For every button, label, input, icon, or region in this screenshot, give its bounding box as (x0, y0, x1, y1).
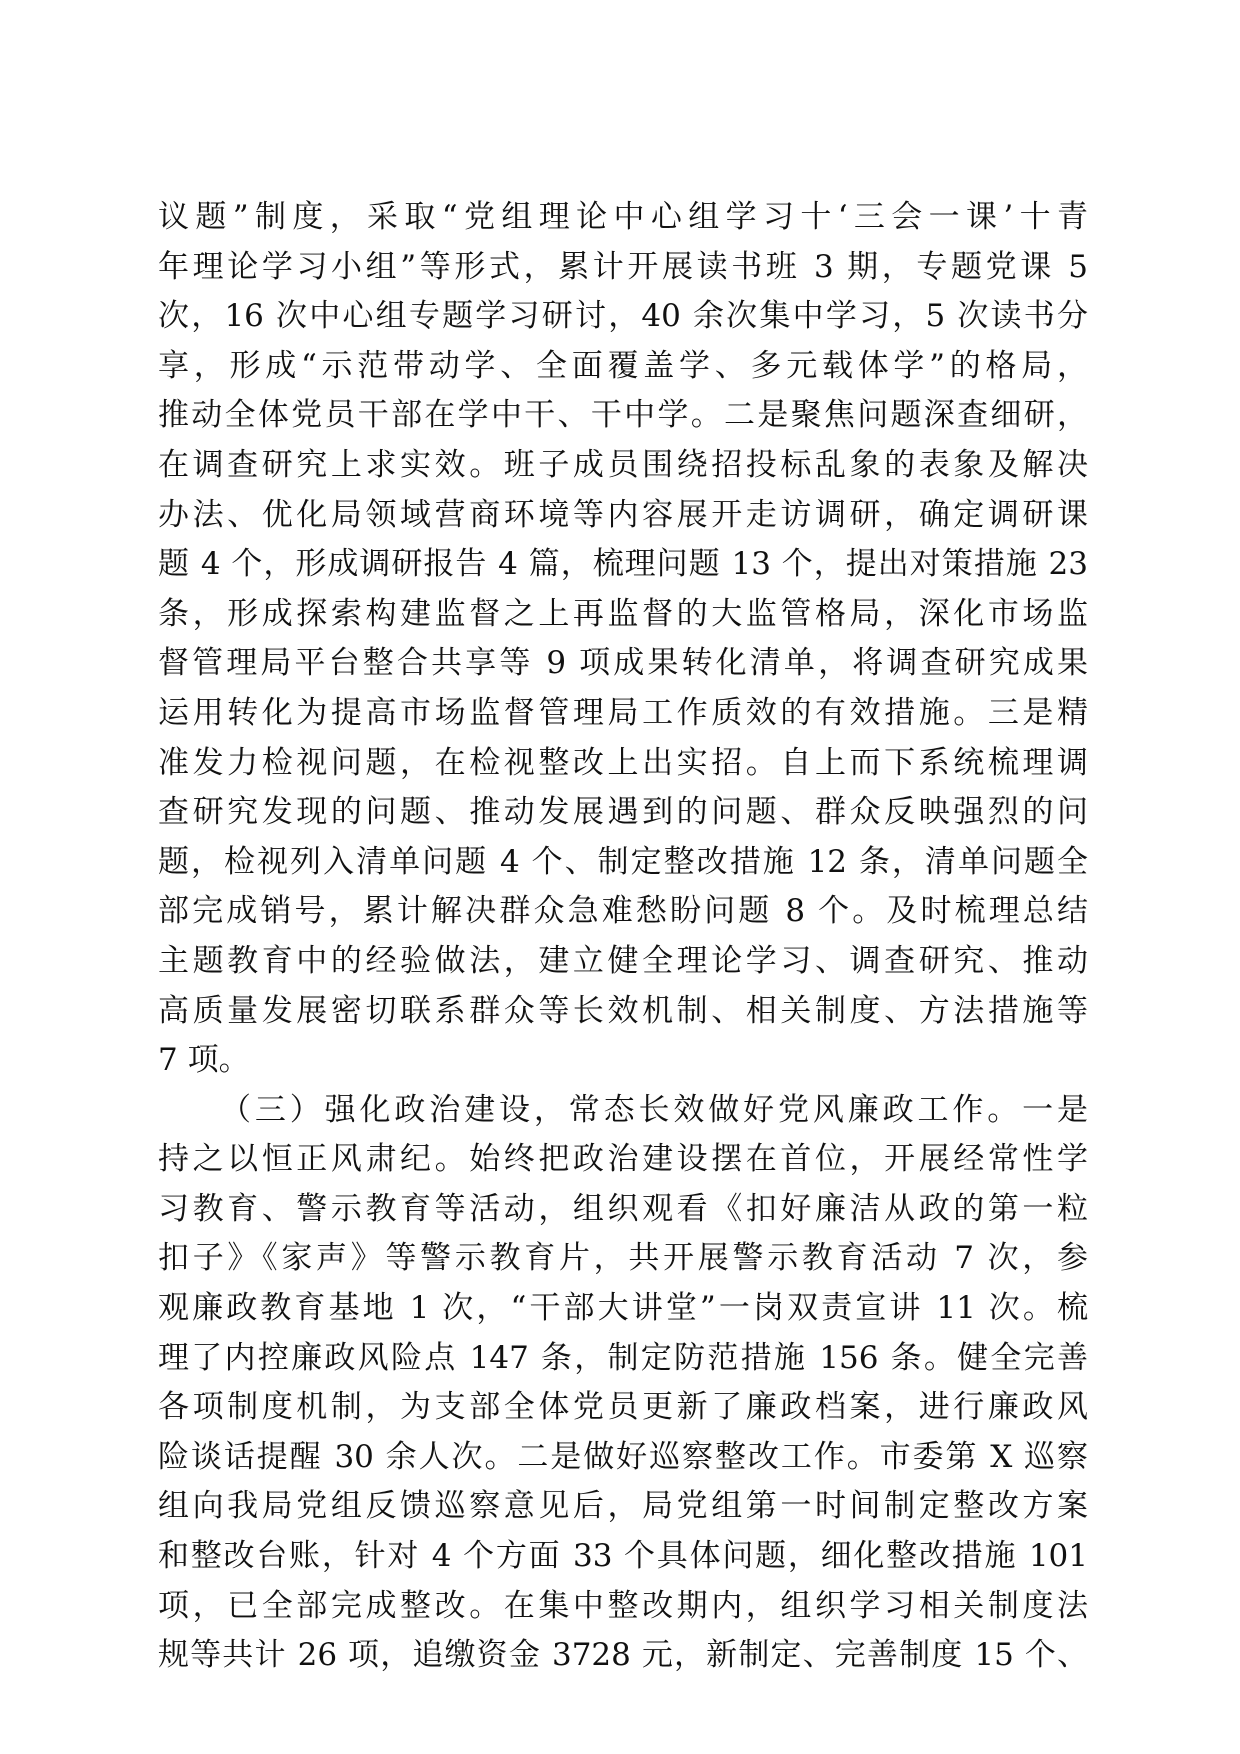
text-line: 高质量发展密切联系群众等长效机制、相关制度、方法措施等 (158, 992, 1088, 1029)
text-line: 理了内控廉政风险点 147 条，制定防范措施 156 条。健全完善 (158, 1339, 1088, 1376)
text-line: 运用转化为提高市场监督管理局工作质效的有效措施。三是精 (158, 694, 1088, 731)
text-line: 议题”制度，采取“党组理论中心组学习十‘三会一课’十青 (158, 199, 1088, 235)
paragraph-end-line: 7 项。 (158, 1042, 250, 1079)
text-line: 条，形成探索构建监督之上再监督的大监管格局，深化市场监 (158, 595, 1088, 632)
text-line: 各项制度机制，为支部全体党员更新了廉政档案，进行廉政风 (158, 1389, 1088, 1426)
text-line: 扣子》《家声》等警示教育片，共开展警示教育活动 7 次，参 (158, 1240, 1088, 1277)
text-line: 次，16 次中心组专题学习研讨，40 余次集中学习，5 次读书分 (158, 298, 1088, 335)
text-line: 享，形成“示范带动学、全面覆盖学、多元载体学”的格局， (158, 347, 1088, 384)
text-line: 和整改台账，针对 4 个方面 33 个具体问题，细化整改措施 101 (158, 1538, 1088, 1575)
text-line: 办法、优化局领域营商环境等内容展开走访调研，确定调研课 (158, 496, 1088, 533)
text-line: 部完成销号，累计解决群众急难愁盼问题 8 个。及时梳理总结 (158, 893, 1088, 930)
text-line: 在调查研究上求实效。班子成员围绕招投标乱象的表象及解决 (158, 446, 1088, 483)
text-line: 准发力检视问题，在检视整改上出实招。自上而下系统梳理调 (158, 744, 1088, 781)
text-line: 规等共计 26 项，追缴资金 3728 元，新制定、完善制度 15 个、 (158, 1637, 1088, 1674)
text-line: 督管理局平台整合共享等 9 项成果转化清单，将调查研究成果 (158, 645, 1088, 682)
text-line: 题，检视列入清单问题 4 个、制定整改措施 12 条，清单问题全 (158, 843, 1088, 880)
text-line: 险谈话提醒 30 余人次。二是做好巡察整改工作。市委第 X 巡察 (158, 1438, 1088, 1475)
text-line: 查研究发现的问题、推动发展遇到的问题、群众反映强烈的问 (158, 794, 1088, 831)
text-line: 观廉政教育基地 1 次，“干部大讲堂”一岗双责宣讲 11 次。梳 (158, 1290, 1088, 1327)
text-line: 主题教育中的经验做法，建立健全理论学习、调查研究、推动 (158, 942, 1088, 979)
section-heading-line: （三）强化政治建设，常态长效做好党风廉政工作。一是 (220, 1091, 1088, 1128)
text-line: 年理论学习小组”等形式，累计开展读书班 3 期，专题党课 5 (158, 248, 1088, 285)
text-line: 持之以恒正风肃纪。始终把政治建设摆在首位，开展经常性学 (158, 1141, 1088, 1178)
text-line: 题 4 个，形成调研报告 4 篇，梳理问题 13 个，提出对策措施 23 (158, 546, 1088, 583)
text-line: 项，已全部完成整改。在集中整改期内，组织学习相关制度法 (158, 1587, 1088, 1624)
body-text (158, 193, 1088, 1681)
text-line: 组向我局党组反馈巡察意见后，局党组第一时间制定整改方案 (158, 1488, 1088, 1525)
text-line: 习教育、警示教育等活动，组织观看《扣好廉洁从政的第一粒 (158, 1190, 1088, 1227)
text-line: 推动全体党员干部在学中干、干中学。二是聚焦问题深查细研， (158, 397, 1088, 434)
